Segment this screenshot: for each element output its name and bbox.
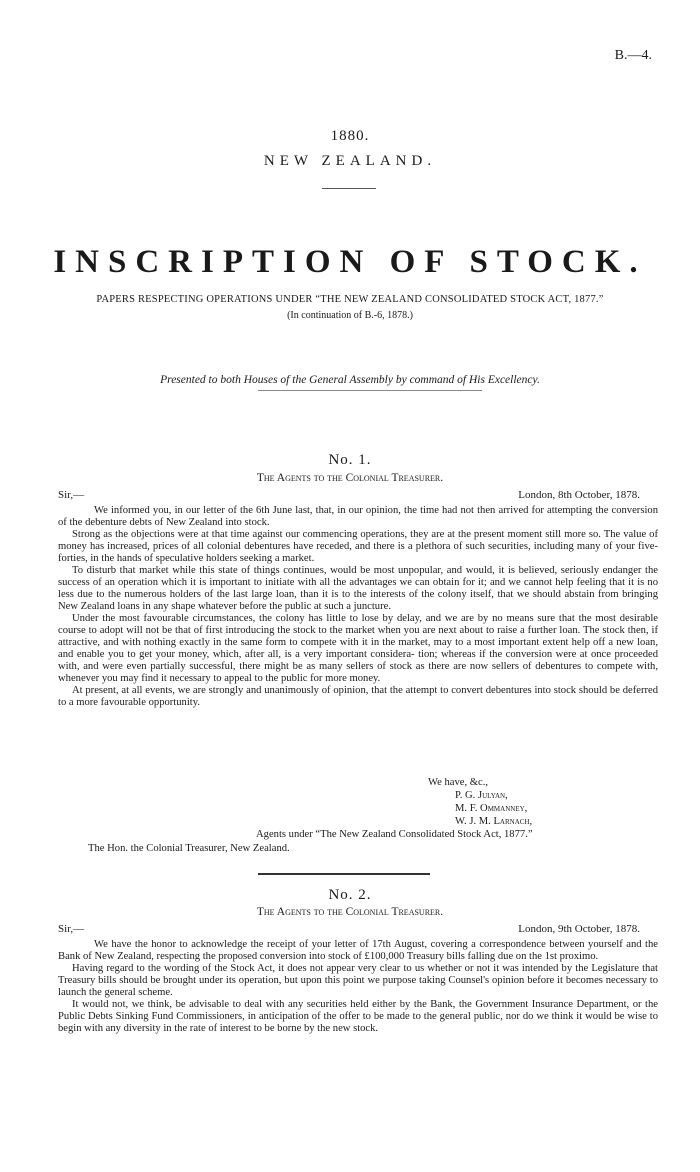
letter-2-paragraph: Having regard to the wording of the Stock Act, it does not appear very clear to us whether or not it was intended by the Legislature that Treasury bills should be brought under its operation, but upon this point we purpose taking Counsel's opinion before it becomes necessary to launch the general scheme.	[58, 963, 658, 998]
signatory-ommanney: M. F. Ommanney,	[455, 803, 528, 814]
letter-1-salutation: Sir,—	[58, 489, 85, 501]
letter-1-closing: We have, &c.,	[428, 777, 489, 788]
continuation-note: (In continuation of B.-6, 1878.)	[287, 310, 413, 321]
letter-1-date: London, 8th October, 1878.	[518, 489, 640, 501]
letter-2-body	[58, 939, 658, 1035]
letter-1-addressee: The Hon. the Colonial Treasurer, New Zealand.	[88, 843, 290, 854]
letter-1-heading: The Agents to the Colonial Treasurer.	[256, 472, 444, 484]
letter-2-date: London, 9th October, 1878.	[518, 923, 640, 935]
letter-1-paragraph: At present, at all events, we are strongly and unanimously of opinion, that the attempt to convert debentures into stock should be deferred to a more favourable opportunity.	[58, 685, 658, 708]
presentation-note: Presented to both Houses of the General Assembly by command of His Excellency.	[160, 374, 540, 386]
document-reference: B.—4.	[614, 48, 652, 63]
letter-2-salutation: Sir,—	[58, 923, 85, 935]
document-year: 1880.	[330, 128, 370, 144]
document-subtitle: PAPERS RESPECTING OPERATIONS UNDER “THE NEW ZEALAND CONSOLIDATED STOCK ACT, 1877.”	[96, 294, 604, 305]
agents-capacity: Agents under “The New Zealand Consolidated Stock Act, 1877.”	[256, 829, 533, 840]
short-divider	[322, 188, 376, 189]
letter-2-number: No. 2.	[328, 887, 372, 903]
signatory-julyan: P. G. Julyan,	[455, 790, 508, 801]
letter-2-heading: The Agents to the Colonial Treasurer.	[256, 906, 444, 918]
letter-1-paragraph: To disturb that market while this state of things continues, would be most unpopular, and would, it is believed, seriously endanger the success of an operation which it is important to initiate with all the advantages we can obtain for it; and we cannot help feeling that it is no less due to the numerous holders of the last large loan, than it is to the interests of the colony itself, that we should abstain from bringing New Zealand loans in any shape whatever before the public at such a juncture.	[58, 565, 658, 612]
letter-1-number: No. 1.	[328, 452, 372, 468]
letter-1-paragraph: Strong as the objections were at that time against our commencing operations, they are at the present moment still more so. The value of money has increased, prices of all colonial debentures have receded, and there is a plethora of such securities, including many of your five-forties, in the hands of speculative holders seeking a market.	[58, 529, 658, 564]
country-heading: NEW ZEALAND.	[263, 153, 437, 169]
section-divider	[258, 873, 430, 875]
document-title: INSCRIPTION OF STOCK.	[53, 244, 647, 280]
letter-1-paragraph: We informed you, in our letter of the 6th June last, that, in our opinion, the time had not then arrived for attempting the conversion of the debenture debts of New Zealand into stock.	[58, 505, 658, 528]
letter-2-paragraph: It would not, we think, be advisable to deal with any securities held either by the Bank, the Government Insurance Department, or the Public Debts Sinking Fund Commissioners, in anticipation of the offer to be made to the general public, nor do we think it would be wise to begin with any diversity in the rate of interest to be borne by the new stock.	[58, 999, 658, 1034]
letter-1-paragraph: Under the most favourable circumstances, the colony has little to lose by delay, and we are by no means sure that the most desirable course to adopt will not be that of first introducing the stock to the market when you are next about to raise a further loan. The stock then, if attractive, and with nothing exactly in the same form to compete with it in the market, may to a most important extent help off a new loan, and enable you to get your money, which, after all, is a very important considera- tion; whereas if the conversion were at once proceeded with, and were even partially successful, there might be as many sellers of stock as there are now sellers of debentures to compete with, whenever you may find it necessary to appeal to the public for more money.	[58, 613, 658, 684]
signatory-larnach: W. J. M. Larnach,	[455, 816, 533, 827]
letter-1-body	[58, 505, 658, 709]
presentation-underline	[258, 390, 482, 391]
letter-2-paragraph: We have the honor to acknowledge the receipt of your letter of 17th August, covering a correspondence between yourself and the Bank of New Zealand, respecting the proposed conversion into stock of £100,000 Treasury bills falling due on the 1st proximo.	[58, 939, 658, 962]
